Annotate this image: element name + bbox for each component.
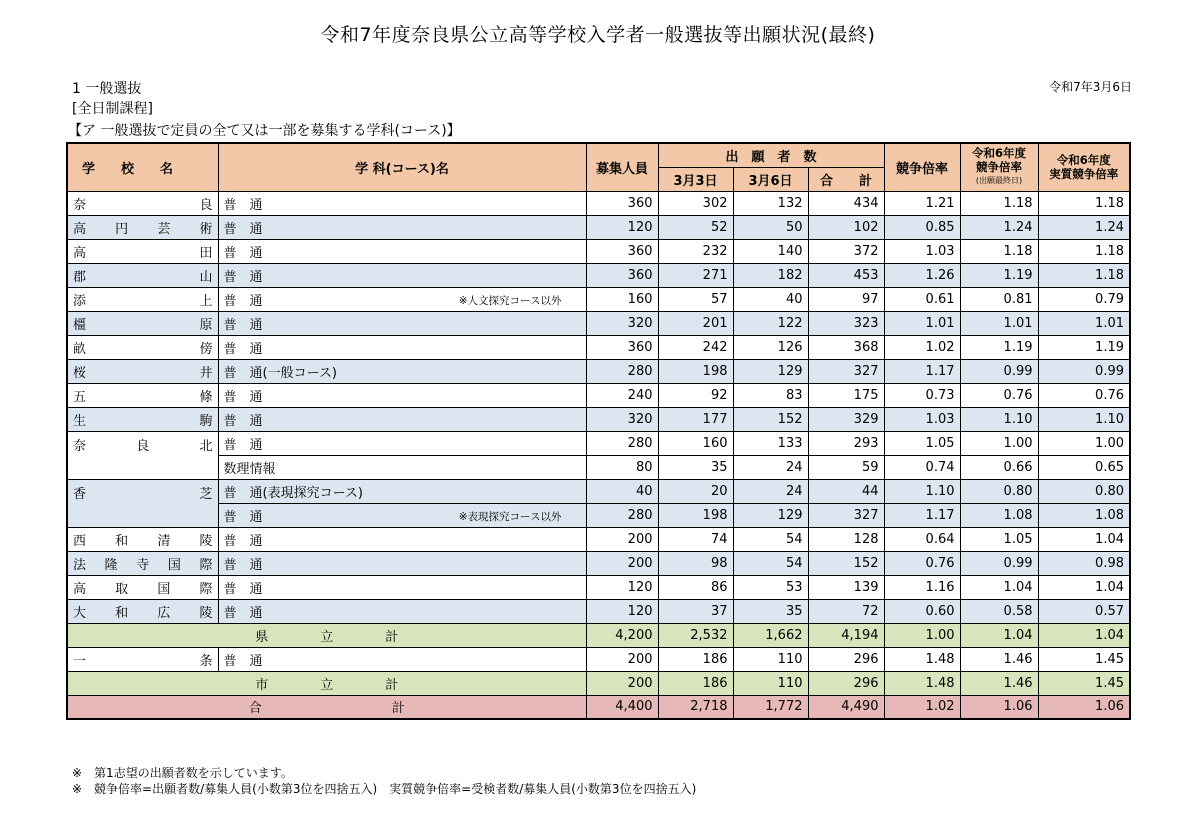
dept-name: 普 通 <box>223 653 263 669</box>
school-name: 法隆寺国際 <box>67 551 218 575</box>
dept-cell <box>218 263 586 287</box>
dept-name: 普 通 <box>223 389 263 405</box>
r6-actual-cell: 1.24 <box>1038 215 1130 239</box>
table-row <box>67 263 1130 287</box>
ratio-cell: 1.03 <box>884 239 960 263</box>
dept-cell <box>218 287 586 311</box>
mar6-cell: 83 <box>733 383 808 407</box>
ratio-cell: 1.17 <box>884 503 960 527</box>
r6-actual-cell: 1.01 <box>1038 311 1130 335</box>
total-cell: 152 <box>808 551 884 575</box>
table-row <box>67 575 1130 599</box>
dept-name: 普 通 <box>223 341 263 357</box>
capacity-cell: 320 <box>586 407 658 431</box>
mar3-cell: 2,532 <box>658 623 733 647</box>
r6-ratio-cell: 0.58 <box>960 599 1038 623</box>
r6-actual-cell: 0.57 <box>1038 599 1130 623</box>
mar6-cell: 24 <box>733 455 808 479</box>
school-name: 畝傍 <box>67 335 218 359</box>
mar3-cell: 186 <box>658 647 733 671</box>
dept-name: 普 通 <box>223 269 263 285</box>
mar3-cell: 92 <box>658 383 733 407</box>
school-name: 郡山 <box>67 263 218 287</box>
dept-name: 普 通(一般コース) <box>223 365 337 381</box>
table-row <box>67 191 1130 215</box>
capacity-cell: 280 <box>586 503 658 527</box>
school-name: 桜井 <box>67 359 218 383</box>
capacity-cell: 4,400 <box>586 695 658 719</box>
capacity-cell: 200 <box>586 551 658 575</box>
school-name: 高円芸術 <box>67 215 218 239</box>
dept-name: 数理情報 <box>223 461 276 477</box>
dept-name: 普 通 <box>223 245 263 261</box>
school-name: 五條 <box>67 383 218 407</box>
mar6-cell: 110 <box>733 671 808 695</box>
grand-total-row <box>67 695 1130 719</box>
table-row <box>67 527 1130 551</box>
ratio-cell: 0.74 <box>884 455 960 479</box>
r6-actual-cell: 1.00 <box>1038 431 1130 455</box>
mar6-cell: 1,772 <box>733 695 808 719</box>
ratio-cell: 0.60 <box>884 599 960 623</box>
r6-ratio-cell: 1.19 <box>960 263 1038 287</box>
r6-ratio-cell: 1.46 <box>960 647 1038 671</box>
table-row <box>67 287 1130 311</box>
capacity-cell: 360 <box>586 239 658 263</box>
r6-actual-cell: 1.45 <box>1038 671 1130 695</box>
mar3-cell: 177 <box>658 407 733 431</box>
dept-name: 普 通 <box>223 317 263 333</box>
mar6-cell: 110 <box>733 647 808 671</box>
r6-ratio-cell: 1.08 <box>960 503 1038 527</box>
ratio-cell: 1.00 <box>884 623 960 647</box>
mar3-cell: 37 <box>658 599 733 623</box>
dept-cell <box>218 335 586 359</box>
r6-ratio-cell: 1.10 <box>960 407 1038 431</box>
mar3-cell: 57 <box>658 287 733 311</box>
capacity-cell: 280 <box>586 359 658 383</box>
table-row <box>67 551 1130 575</box>
dept-name: 普 通 <box>223 557 263 573</box>
table-row <box>67 431 1130 455</box>
header-dept: 学 科(コース)名 <box>218 143 586 191</box>
mar3-cell: 160 <box>658 431 733 455</box>
header-row <box>67 143 1130 167</box>
total-cell: 175 <box>808 383 884 407</box>
mar3-cell: 52 <box>658 215 733 239</box>
mar6-cell: 53 <box>733 575 808 599</box>
r6-ratio-cell: 1.01 <box>960 311 1038 335</box>
table-row <box>67 599 1130 623</box>
total-label: 市 立 計 <box>67 671 586 695</box>
r6-ratio-cell: 0.76 <box>960 383 1038 407</box>
section-heading: 1 一般選抜 <box>72 81 142 97</box>
capacity-cell: 80 <box>586 455 658 479</box>
school-name: 奈良 <box>67 191 218 215</box>
total-cell: 59 <box>808 455 884 479</box>
r6-actual-cell: 0.98 <box>1038 551 1130 575</box>
mar3-cell: 271 <box>658 263 733 287</box>
dept-name: 普 通 <box>223 293 263 309</box>
capacity-cell: 240 <box>586 383 658 407</box>
r6-ratio-cell: 0.99 <box>960 359 1038 383</box>
ratio-cell: 1.02 <box>884 335 960 359</box>
capacity-cell: 360 <box>586 191 658 215</box>
total-cell: 139 <box>808 575 884 599</box>
applicant-table <box>66 142 1131 720</box>
table-row <box>67 479 1130 503</box>
capacity-cell: 120 <box>586 575 658 599</box>
dept-name: 普 通 <box>223 221 263 237</box>
dept-name: 普 通(表現探究コース) <box>223 485 363 501</box>
mar6-cell: 1,662 <box>733 623 808 647</box>
mar3-cell: 198 <box>658 359 733 383</box>
dept-cell <box>218 239 586 263</box>
mar3-cell: 201 <box>658 311 733 335</box>
school-name: 一条 <box>67 647 218 671</box>
capacity-cell: 160 <box>586 287 658 311</box>
ratio-cell: 1.21 <box>884 191 960 215</box>
r6-actual-cell: 1.45 <box>1038 647 1130 671</box>
ratio-cell: 0.64 <box>884 527 960 551</box>
ratio-cell: 1.05 <box>884 431 960 455</box>
total-label: 県 立 計 <box>67 623 586 647</box>
r6-ratio-cell: 1.19 <box>960 335 1038 359</box>
ratio-cell: 1.03 <box>884 407 960 431</box>
r6-actual-cell: 0.65 <box>1038 455 1130 479</box>
r6-actual-cell: 1.10 <box>1038 407 1130 431</box>
r6-actual-cell: 1.18 <box>1038 239 1130 263</box>
ratio-cell: 1.16 <box>884 575 960 599</box>
dept-cell <box>218 431 586 455</box>
mar6-cell: 140 <box>733 239 808 263</box>
school-name: 添上 <box>67 287 218 311</box>
capacity-cell: 120 <box>586 599 658 623</box>
school-name: 大和広陵 <box>67 599 218 623</box>
r6-actual-cell: 0.76 <box>1038 383 1130 407</box>
capacity-cell: 360 <box>586 263 658 287</box>
ratio-cell: 0.76 <box>884 551 960 575</box>
dept-name: 普 通 <box>223 533 263 549</box>
total-cell: 296 <box>808 671 884 695</box>
header-school: 学 校 名 <box>67 143 218 191</box>
mar3-cell: 98 <box>658 551 733 575</box>
table-row <box>67 455 1130 479</box>
ratio-cell: 1.26 <box>884 263 960 287</box>
r6-ratio-cell: 1.00 <box>960 431 1038 455</box>
capacity-cell: 200 <box>586 647 658 671</box>
total-cell: 327 <box>808 503 884 527</box>
r6-actual-cell: 0.99 <box>1038 359 1130 383</box>
dept-name: 普 通 <box>223 509 263 525</box>
r6-actual-cell: 1.04 <box>1038 527 1130 551</box>
header-mar3: 3月3日 <box>658 167 733 191</box>
total-cell: 97 <box>808 287 884 311</box>
r6-ratio-cell: 0.80 <box>960 479 1038 503</box>
dept-cell <box>218 407 586 431</box>
dept-name: 普 通 <box>223 197 263 213</box>
header-mar6: 3月6日 <box>733 167 808 191</box>
capacity-cell: 360 <box>586 335 658 359</box>
r6-actual-cell: 0.79 <box>1038 287 1130 311</box>
table-row <box>67 215 1130 239</box>
header-r6-ratio: 令和6年度 競争倍率 (出願最終日) <box>960 143 1038 191</box>
total-cell: 323 <box>808 311 884 335</box>
header-ratio: 競争倍率 <box>884 143 960 191</box>
dept-note: ※人文探究コース以外 <box>458 294 562 307</box>
ratio-cell: 1.48 <box>884 647 960 671</box>
mar6-cell: 129 <box>733 359 808 383</box>
dept-cell <box>218 383 586 407</box>
total-cell: 453 <box>808 263 884 287</box>
r6-actual-cell: 1.04 <box>1038 575 1130 599</box>
prefectural-total-row <box>67 623 1130 647</box>
r6-ratio-cell: 0.81 <box>960 287 1038 311</box>
capacity-cell: 40 <box>586 479 658 503</box>
capacity-cell: 4,200 <box>586 623 658 647</box>
table-caption: 【ア 一般選抜で定員の全て又は一部を募集する学科(コース)】 <box>68 123 461 139</box>
city-total-row <box>67 671 1130 695</box>
mar3-cell: 2,718 <box>658 695 733 719</box>
total-cell: 372 <box>808 239 884 263</box>
dept-cell <box>218 575 586 599</box>
capacity-cell: 200 <box>586 527 658 551</box>
table-row <box>67 359 1130 383</box>
dept-cell <box>218 503 586 527</box>
total-cell: 434 <box>808 191 884 215</box>
r6-ratio-cell: 1.06 <box>960 695 1038 719</box>
dept-name: 普 通 <box>223 605 263 621</box>
r6-actual-cell: 0.80 <box>1038 479 1130 503</box>
dept-cell <box>218 647 586 671</box>
mar3-cell: 35 <box>658 455 733 479</box>
mar6-cell: 152 <box>733 407 808 431</box>
course-type: [全日制課程] <box>72 101 153 117</box>
school-name: 西和清陵 <box>67 527 218 551</box>
total-cell: 368 <box>808 335 884 359</box>
mar6-cell: 40 <box>733 287 808 311</box>
school-name: 香芝 <box>67 479 218 527</box>
total-cell: 44 <box>808 479 884 503</box>
dept-name: 普 通 <box>223 413 263 429</box>
capacity-cell: 320 <box>586 311 658 335</box>
mar6-cell: 24 <box>733 479 808 503</box>
table-row <box>67 647 1130 671</box>
dept-cell <box>218 479 586 503</box>
footnote-2: ※ 競争倍率=出願者数/募集人員(小数第3位を四捨五入) 実質競争倍率=受検者数/募集人員(小数第3位を四捨五入) <box>72 782 697 796</box>
ratio-cell: 0.61 <box>884 287 960 311</box>
total-cell: 4,194 <box>808 623 884 647</box>
dept-note: ※表現探究コース以外 <box>458 510 562 523</box>
mar3-cell: 186 <box>658 671 733 695</box>
r6-actual-cell: 1.08 <box>1038 503 1130 527</box>
capacity-cell: 200 <box>586 671 658 695</box>
footnote-1: ※ 第1志望の出願者数を示しています。 <box>72 766 293 780</box>
mar6-cell: 132 <box>733 191 808 215</box>
r6-actual-cell: 1.06 <box>1038 695 1130 719</box>
ratio-cell: 0.85 <box>884 215 960 239</box>
ratio-cell: 1.02 <box>884 695 960 719</box>
mar6-cell: 133 <box>733 431 808 455</box>
mar6-cell: 54 <box>733 551 808 575</box>
total-cell: 72 <box>808 599 884 623</box>
table-row <box>67 383 1130 407</box>
capacity-cell: 280 <box>586 431 658 455</box>
r6-ratio-cell: 0.66 <box>960 455 1038 479</box>
table-row <box>67 335 1130 359</box>
total-cell: 293 <box>808 431 884 455</box>
ratio-cell: 1.48 <box>884 671 960 695</box>
dept-cell <box>218 455 586 479</box>
school-name: 橿原 <box>67 311 218 335</box>
dept-cell <box>218 215 586 239</box>
total-cell: 296 <box>808 647 884 671</box>
ratio-cell: 1.01 <box>884 311 960 335</box>
r6-ratio-cell: 1.04 <box>960 575 1038 599</box>
mar6-cell: 126 <box>733 335 808 359</box>
ratio-cell: 0.73 <box>884 383 960 407</box>
report-date: 令和7年3月6日 <box>1049 80 1132 94</box>
mar3-cell: 86 <box>658 575 733 599</box>
dept-cell <box>218 191 586 215</box>
total-cell: 128 <box>808 527 884 551</box>
dept-cell <box>218 599 586 623</box>
r6-actual-cell: 1.18 <box>1038 263 1130 287</box>
table-row <box>67 311 1130 335</box>
total-cell: 102 <box>808 215 884 239</box>
mar3-cell: 20 <box>658 479 733 503</box>
total-cell: 327 <box>808 359 884 383</box>
r6-actual-cell: 1.18 <box>1038 191 1130 215</box>
mar3-cell: 74 <box>658 527 733 551</box>
r6-ratio-cell: 1.18 <box>960 191 1038 215</box>
r6-actual-cell: 1.19 <box>1038 335 1130 359</box>
mar3-cell: 232 <box>658 239 733 263</box>
r6-ratio-cell: 1.18 <box>960 239 1038 263</box>
capacity-cell: 120 <box>586 215 658 239</box>
header-capacity: 募集人員 <box>586 143 658 191</box>
table-row <box>67 407 1130 431</box>
header-total: 合 計 <box>808 167 884 191</box>
dept-cell <box>218 311 586 335</box>
r6-ratio-cell: 1.05 <box>960 527 1038 551</box>
school-name: 奈良北 <box>67 431 218 479</box>
school-name: 生駒 <box>67 407 218 431</box>
total-label: 合 計 <box>67 695 586 719</box>
r6-ratio-cell: 0.99 <box>960 551 1038 575</box>
mar6-cell: 54 <box>733 527 808 551</box>
dept-name: 普 通 <box>223 581 263 597</box>
dept-cell <box>218 359 586 383</box>
r6-actual-cell: 1.04 <box>1038 623 1130 647</box>
mar3-cell: 198 <box>658 503 733 527</box>
ratio-cell: 1.17 <box>884 359 960 383</box>
dept-name: 普 通 <box>223 437 263 453</box>
table-row <box>67 239 1130 263</box>
mar6-cell: 122 <box>733 311 808 335</box>
mar6-cell: 50 <box>733 215 808 239</box>
ratio-cell: 1.10 <box>884 479 960 503</box>
header-applicants: 出 願 者 数 <box>658 143 884 167</box>
r6-ratio-cell: 1.24 <box>960 215 1038 239</box>
mar6-cell: 182 <box>733 263 808 287</box>
mar3-cell: 302 <box>658 191 733 215</box>
school-name: 高田 <box>67 239 218 263</box>
total-cell: 4,490 <box>808 695 884 719</box>
mar6-cell: 35 <box>733 599 808 623</box>
dept-cell <box>218 527 586 551</box>
dept-cell <box>218 551 586 575</box>
page-title: 令和7年度奈良県公立高等学校入学者一般選抜等出願状況(最終) <box>320 24 876 46</box>
school-name: 高取国際 <box>67 575 218 599</box>
r6-ratio-cell: 1.04 <box>960 623 1038 647</box>
table-row <box>67 503 1130 527</box>
total-cell: 329 <box>808 407 884 431</box>
header-r6-actual: 令和6年度 実質競争倍率 <box>1038 143 1130 191</box>
r6-ratio-cell: 1.46 <box>960 671 1038 695</box>
mar6-cell: 129 <box>733 503 808 527</box>
mar3-cell: 242 <box>658 335 733 359</box>
